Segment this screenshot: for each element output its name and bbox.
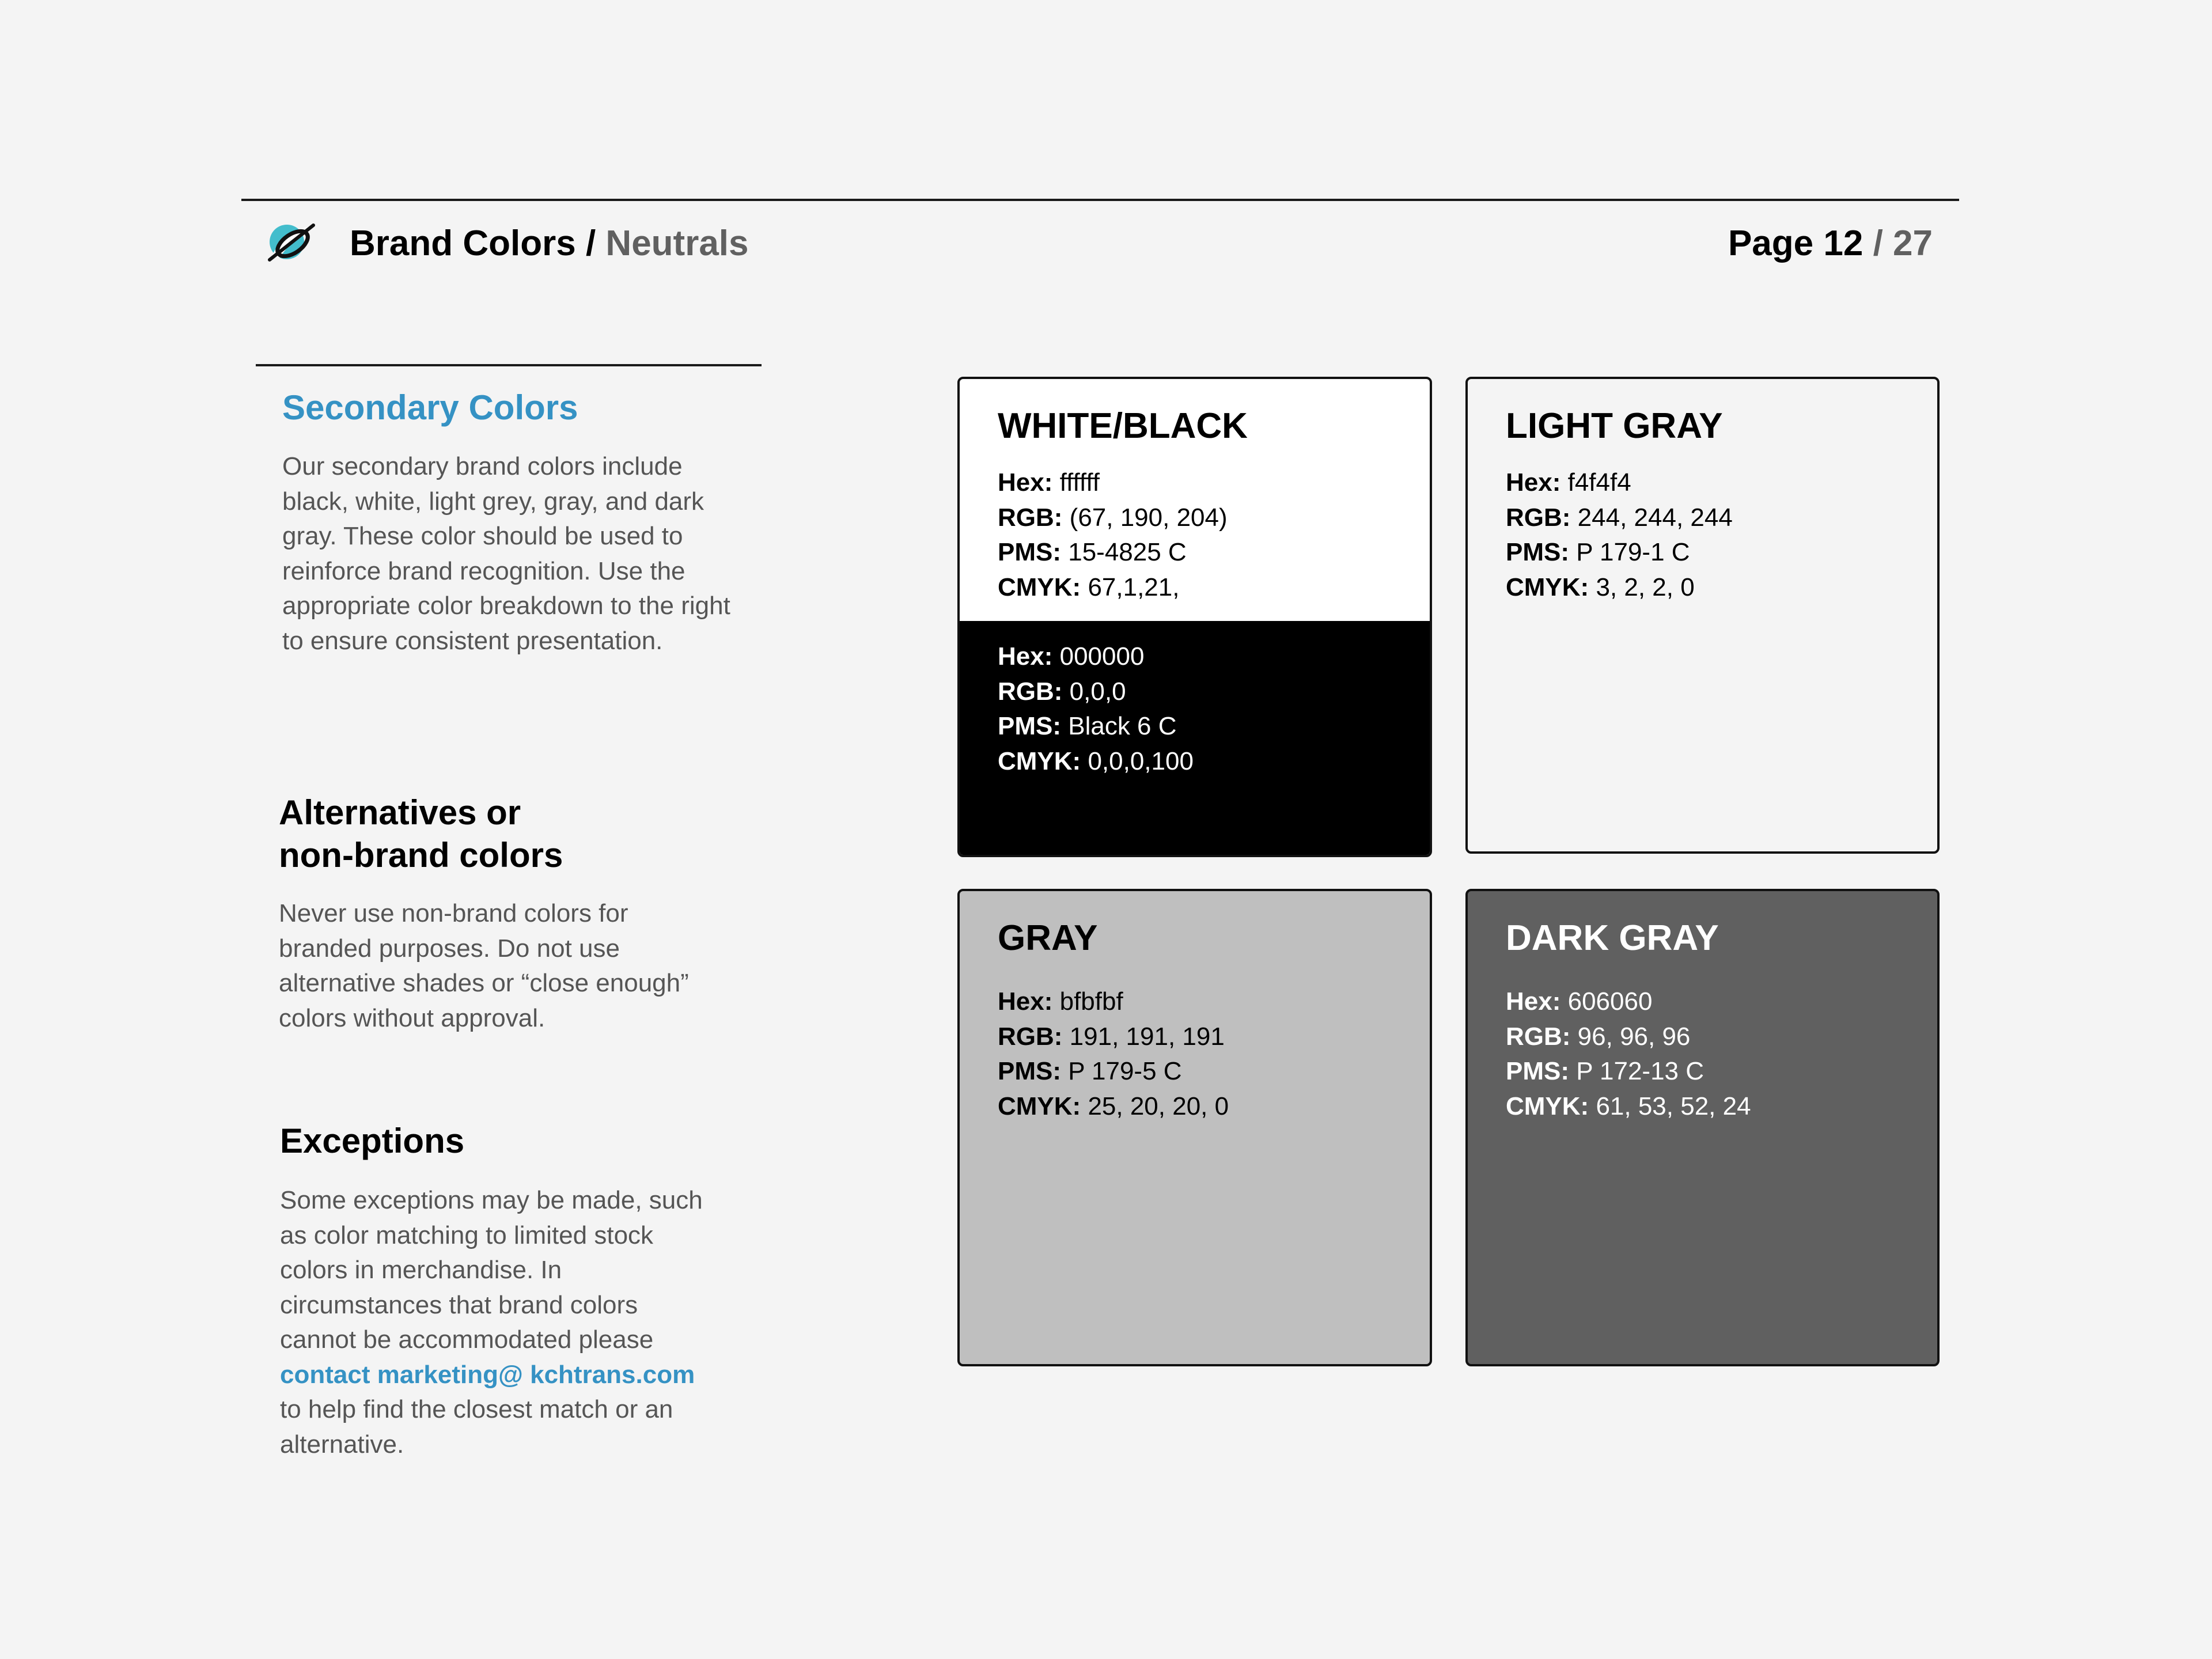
spec-rgb: RGB: 191, 191, 191 bbox=[998, 1022, 1225, 1051]
section-divider bbox=[256, 364, 762, 366]
title-separator: / bbox=[585, 224, 596, 263]
spec-hex: Hex: 000000 bbox=[998, 642, 1145, 671]
title-subtitle: Neutrals bbox=[605, 224, 749, 263]
exceptions-body-text-end: to help find the closest match or an alternative. bbox=[280, 1395, 673, 1459]
spec-pms: PMS: 15-4825 C bbox=[998, 538, 1187, 566]
spec-cmyk: CMYK: 3, 2, 2, 0 bbox=[1506, 573, 1695, 601]
spec-rgb: RGB: 96, 96, 96 bbox=[1506, 1022, 1691, 1051]
page-current: Page 12 bbox=[1728, 224, 1863, 263]
gray-spec-list bbox=[998, 984, 1229, 1124]
spec-cmyk: CMYK: 25, 20, 20, 0 bbox=[998, 1092, 1229, 1120]
card-title: GRAY bbox=[998, 918, 1098, 958]
secondary-colors-body: Our secondary brand colors include black, white, light grey, gray, and dark gray. These color should be used to reinforce brand recognition. Use the appropriate color breakdown to the right to ensure consistent presentation. bbox=[282, 452, 730, 655]
card-title: LIGHT GRAY bbox=[1506, 406, 1723, 446]
spec-cmyk: CMYK: 67,1,21, bbox=[998, 573, 1180, 601]
secondary-colors-heading: Secondary Colors bbox=[282, 388, 578, 427]
black-spec-list bbox=[998, 639, 1194, 779]
alternatives-heading-line1: Alternatives or bbox=[279, 793, 521, 832]
light-gray-spec-list bbox=[1506, 465, 1733, 605]
spec-pms: PMS: P 179-1 C bbox=[1506, 538, 1690, 566]
spec-hex: Hex: bfbfbf bbox=[998, 987, 1123, 1016]
page-total: / 27 bbox=[1873, 224, 1933, 263]
page-indicator bbox=[1728, 221, 1933, 267]
alternatives-heading bbox=[279, 791, 682, 877]
spec-hex: Hex: ffffff bbox=[998, 468, 1100, 497]
color-card-gray bbox=[957, 889, 1432, 1366]
spec-rgb: RGB: (67, 190, 204) bbox=[998, 503, 1228, 532]
alternatives-body: Never use non-brand colors for branded purposes. Do not use alternative shades or “close enough” colors without approval. bbox=[279, 899, 689, 1032]
spec-cmyk: CMYK: 0,0,0,100 bbox=[998, 747, 1194, 775]
spec-hex: Hex: f4f4f4 bbox=[1506, 468, 1631, 497]
spec-pms: PMS: P 179-5 C bbox=[998, 1057, 1182, 1085]
dark-gray-spec-list bbox=[1506, 984, 1751, 1124]
company-logo-icon bbox=[267, 222, 316, 262]
spec-cmyk: CMYK: 61, 53, 52, 24 bbox=[1506, 1092, 1751, 1120]
header-divider bbox=[241, 199, 1959, 201]
alternatives-heading-line2: non-brand colors bbox=[279, 836, 563, 874]
card-title: DARK GRAY bbox=[1506, 918, 1719, 958]
spec-rgb: RGB: 244, 244, 244 bbox=[1506, 503, 1733, 532]
spec-pms: PMS: P 172-13 C bbox=[1506, 1057, 1705, 1085]
card-title: WHITE/BLACK bbox=[998, 406, 1248, 446]
exceptions-body bbox=[280, 1183, 718, 1462]
spec-pms: PMS: Black 6 C bbox=[998, 712, 1177, 740]
color-card-light-gray bbox=[1465, 377, 1940, 854]
color-card-dark-gray bbox=[1465, 889, 1940, 1366]
spec-hex: Hex: 606060 bbox=[1506, 987, 1653, 1016]
page-title bbox=[350, 221, 749, 267]
exceptions-body-text: Some exceptions may be made, such as color matching to limited stock colors in merchandise. In circumstances that brand colors cannot be accommodated please bbox=[280, 1186, 703, 1354]
exceptions-heading: Exceptions bbox=[280, 1122, 465, 1160]
white-spec-list bbox=[998, 465, 1228, 605]
contact-marketing-link[interactable]: contact marketing@ kchtrans.com bbox=[280, 1360, 695, 1389]
color-card-white-black bbox=[957, 377, 1432, 857]
spec-rgb: RGB: 0,0,0 bbox=[998, 677, 1126, 706]
title-main: Brand Colors bbox=[350, 224, 576, 263]
